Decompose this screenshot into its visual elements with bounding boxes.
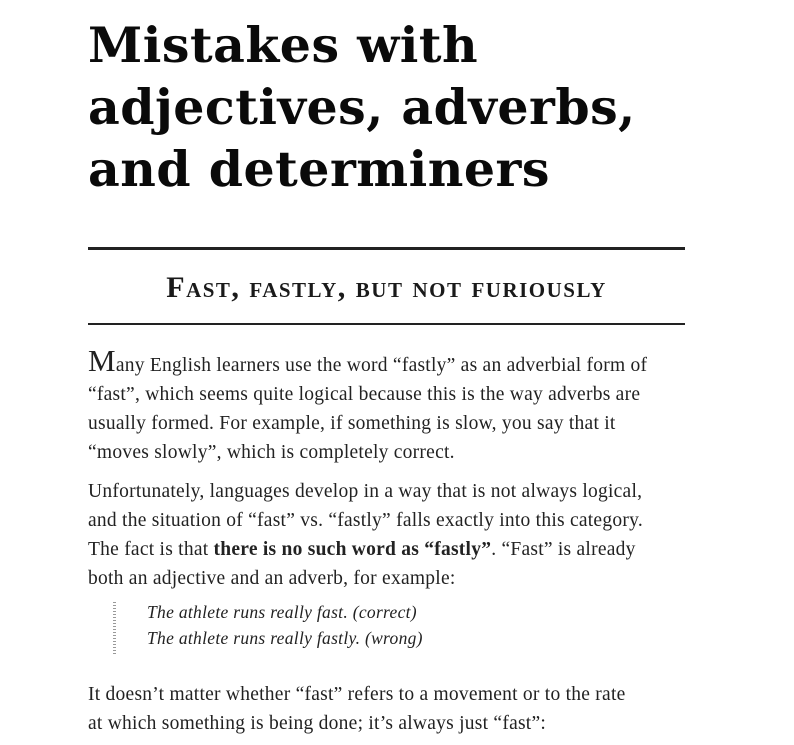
paragraph-text: The fact is that [88,539,214,560]
section-rule-top [88,247,685,250]
paragraph-explanation [88,477,688,593]
paragraph-line: It doesn’t matter whether “fast” refers to a movement or to the rate [88,684,626,705]
paragraph-line: both an adjective and an adverb, for example: [88,568,456,589]
paragraph-text: any English learners use the word “fastly” as an adverbial form of [115,355,648,376]
paragraph-line [88,535,688,564]
example-block [147,599,423,651]
paragraph-line: usually formed. For example, if something is slow, you say that it [88,413,616,434]
paragraph-intro [88,343,688,467]
emphasis-text: there is no such word as “fastly” [213,539,492,560]
chapter-title-line: Mistakes with [88,16,479,74]
example-sentence: The athlete runs really fastly. (wrong) [147,628,423,648]
chapter-title-line: adjectives, adverbs, [88,78,636,136]
chapter-title-line: and determiners [88,140,550,198]
paragraph-line [88,343,688,380]
section-rule-bottom [88,323,685,325]
paragraph-line: and the situation of “fast” vs. “fastly” falls exactly into this category. [88,510,643,531]
chapter-title [88,14,728,200]
example-quote-bar [113,602,116,656]
paragraph-text: . “Fast” is already [491,539,636,560]
paragraph-line: Unfortunately, languages develop in a way that is not always logical, [88,481,643,502]
section-title: Fast, fastly, but not furiously [166,271,607,304]
paragraph-line: “moves slowly”, which is completely correct. [88,442,455,463]
paragraph-line: “fast”, which seems quite logical because this is the way adverbs are [88,384,641,405]
paragraph-line: at which something is being done; it’s always just “fast”: [88,713,547,734]
paragraph-followup [88,680,688,738]
drop-cap: M [88,343,116,378]
example-sentence: The athlete runs really fast. (correct) [147,602,417,622]
